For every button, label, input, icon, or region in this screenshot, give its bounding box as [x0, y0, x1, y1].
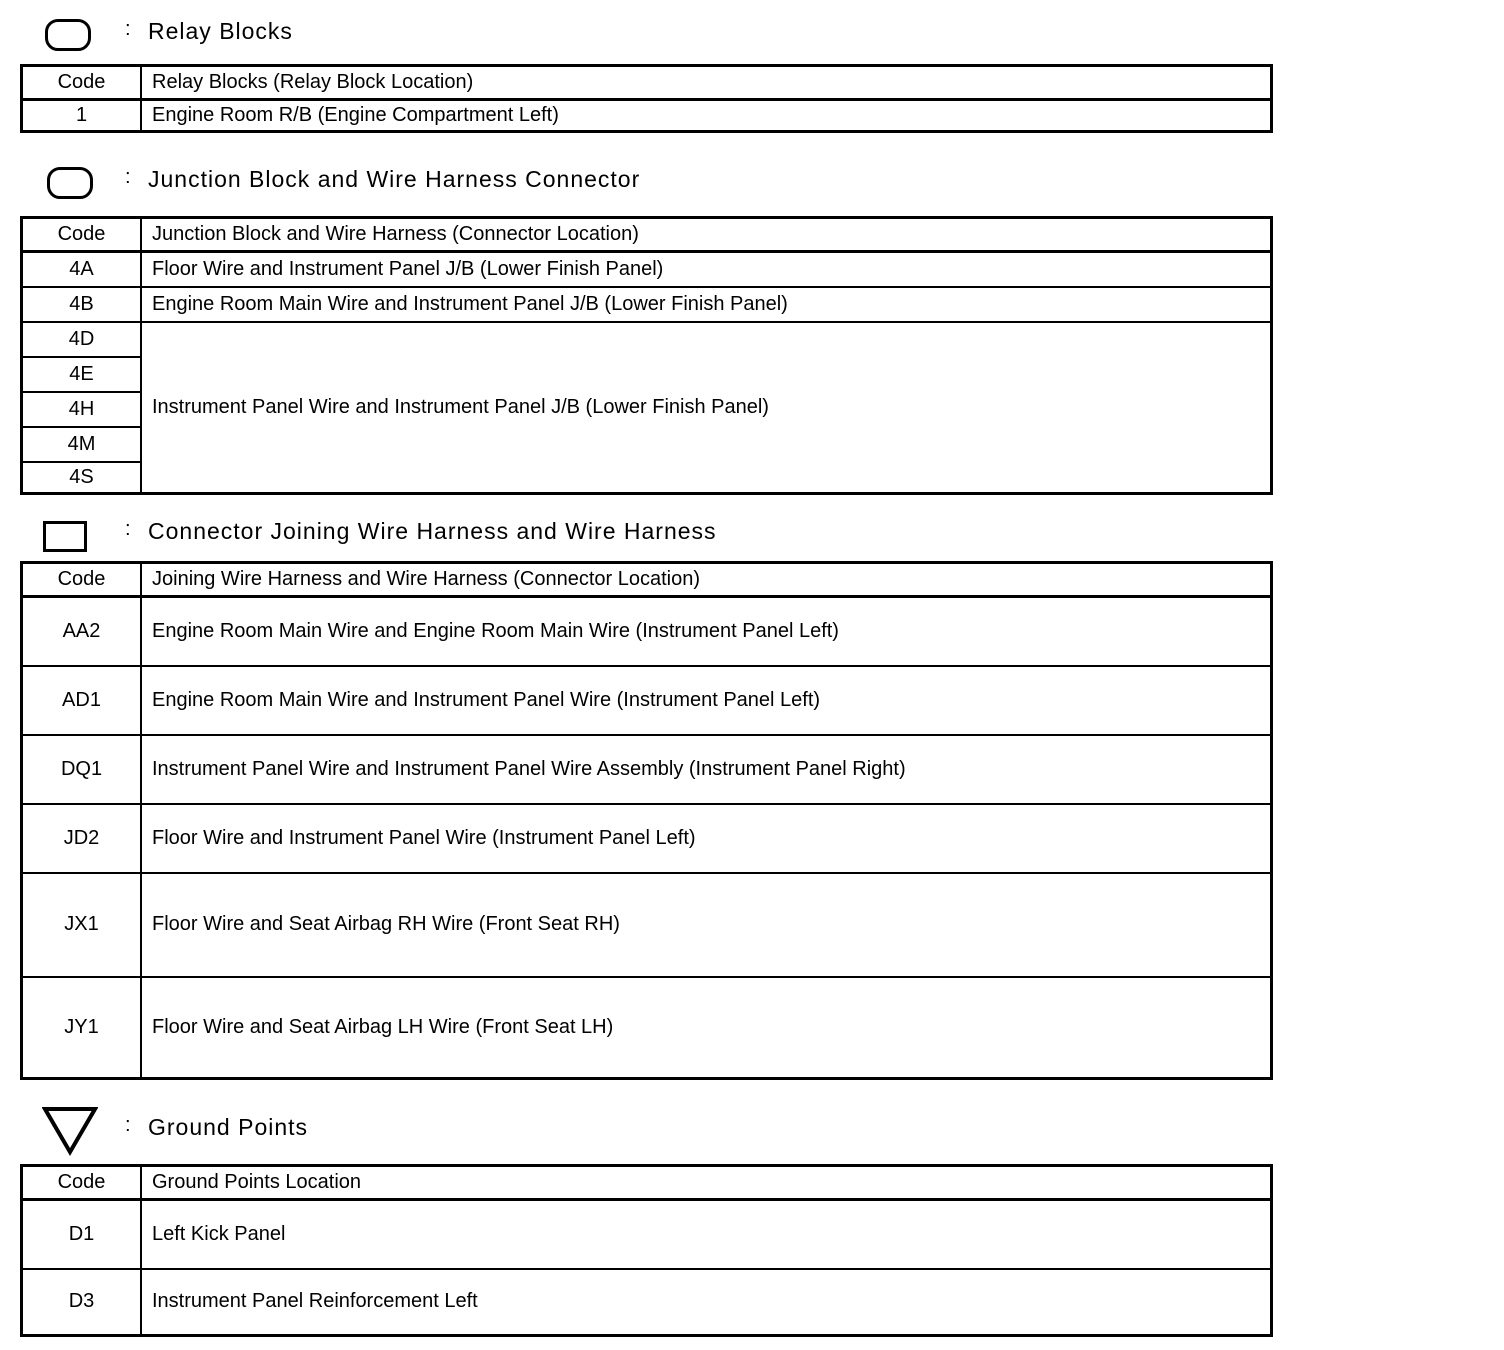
- location-cell: Engine Room R/B (Engine Compartment Left): [141, 100, 1272, 132]
- location-cell: Floor Wire and Instrument Panel J/B (Lower Finish Panel): [141, 252, 1272, 287]
- table-row: [22, 804, 1272, 873]
- junction-block-table: [20, 216, 1273, 495]
- code-cell: 4E: [22, 357, 142, 392]
- code-cell: JX1: [22, 873, 142, 977]
- location-cell: Engine Room Main Wire and Instrument Panel J/B (Lower Finish Panel): [141, 287, 1272, 322]
- section-title: Relay Blocks: [148, 18, 293, 44]
- location-cell: Instrument Panel Wire and Instrument Panel Wire Assembly (Instrument Panel Right): [141, 735, 1272, 804]
- section-heading-connector-joining: [0, 512, 1000, 552]
- column-header-location: Junction Block and Wire Harness (Connector Location): [141, 218, 1272, 252]
- location-cell-merged: Instrument Panel Wire and Instrument Panel J/B (Lower Finish Panel): [141, 322, 1272, 494]
- location-cell: Floor Wire and Instrument Panel Wire (Instrument Panel Left): [141, 804, 1272, 873]
- rounded-oval-icon: [47, 167, 93, 199]
- heading-colon: :: [125, 18, 131, 40]
- code-cell: JY1: [22, 977, 142, 1079]
- code-cell: 4H: [22, 392, 142, 427]
- table-row: [22, 1200, 1272, 1269]
- section-heading-junction-block: [0, 160, 1000, 200]
- code-cell: JD2: [22, 804, 142, 873]
- table-header-row: [22, 66, 1272, 100]
- column-header-location: Joining Wire Harness and Wire Harness (Connector Location): [141, 563, 1272, 597]
- column-header-code: Code: [22, 1166, 142, 1200]
- heading-colon: :: [125, 1114, 131, 1136]
- column-header-location: Relay Blocks (Relay Block Location): [141, 66, 1272, 100]
- heading-colon: :: [125, 518, 131, 540]
- code-cell: 1: [22, 100, 142, 132]
- relay-blocks-table: [20, 64, 1273, 133]
- rectangle-icon: [43, 521, 87, 552]
- section-heading-relay-blocks: [0, 12, 1000, 52]
- code-cell: 4M: [22, 427, 142, 462]
- table-row: [22, 735, 1272, 804]
- location-cell: Instrument Panel Reinforcement Left: [141, 1269, 1272, 1336]
- table-row: [22, 252, 1272, 287]
- table-row: [22, 1269, 1272, 1336]
- location-cell: Left Kick Panel: [141, 1200, 1272, 1269]
- table-header-row: [22, 563, 1272, 597]
- column-header-code: Code: [22, 563, 142, 597]
- table-row: [22, 322, 1272, 357]
- section-title: Junction Block and Wire Harness Connector: [148, 166, 641, 192]
- code-cell: 4S: [22, 462, 142, 494]
- code-cell: D1: [22, 1200, 142, 1269]
- code-cell: 4B: [22, 287, 142, 322]
- section-title: Ground Points: [148, 1114, 309, 1140]
- table-row: [22, 873, 1272, 977]
- location-cell: Floor Wire and Seat Airbag LH Wire (Front Seat LH): [141, 977, 1272, 1079]
- table-row: [22, 666, 1272, 735]
- code-cell: 4D: [22, 322, 142, 357]
- section-heading-ground-points: [0, 1106, 1000, 1158]
- rounded-oval-icon: [45, 19, 91, 51]
- location-cell: Floor Wire and Seat Airbag RH Wire (Front Seat RH): [141, 873, 1272, 977]
- table-row: [22, 100, 1272, 132]
- column-header-code: Code: [22, 66, 142, 100]
- table-header-row: [22, 1166, 1272, 1200]
- connector-joining-table: [20, 561, 1273, 1080]
- ground-triangle-icon: [42, 1106, 98, 1156]
- table-header-row: [22, 218, 1272, 252]
- code-cell: DQ1: [22, 735, 142, 804]
- section-title: Connector Joining Wire Harness and Wire Harness: [148, 518, 717, 544]
- code-cell: AA2: [22, 597, 142, 666]
- code-cell: AD1: [22, 666, 142, 735]
- location-cell: Engine Room Main Wire and Instrument Panel Wire (Instrument Panel Left): [141, 666, 1272, 735]
- table-row: [22, 597, 1272, 666]
- location-cell: Engine Room Main Wire and Engine Room Main Wire (Instrument Panel Left): [141, 597, 1272, 666]
- table-row: [22, 977, 1272, 1079]
- column-header-location: Ground Points Location: [141, 1166, 1272, 1200]
- code-cell: D3: [22, 1269, 142, 1336]
- heading-colon: :: [125, 166, 131, 188]
- table-row: [22, 287, 1272, 322]
- column-header-code: Code: [22, 218, 142, 252]
- code-cell: 4A: [22, 252, 142, 287]
- ground-points-table: [20, 1164, 1273, 1337]
